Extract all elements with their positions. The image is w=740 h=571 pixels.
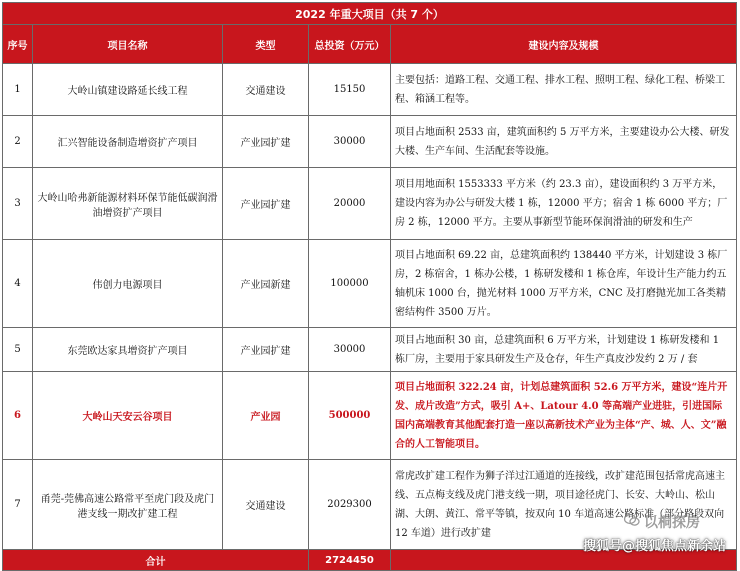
watermark-lower-text: 搜狐号@搜狐焦点新余站 [582,539,726,554]
table-row [3,116,737,168]
row-type: 交通建设 [223,64,309,116]
table-row [3,168,737,240]
header-investment: 总投资（万元） [309,25,391,64]
row-type: 产业园新建 [223,240,309,328]
header-seq: 序号 [3,25,33,64]
row-type: 产业园 [223,372,309,460]
row-content: 主要包括：道路工程、交通工程、排水工程、照明工程、绿化工程、桥梁工程、箱涵工程等。 [391,64,737,116]
row-project-name: 大岭山天安云谷项目 [33,372,223,460]
header-content: 建设内容及规模 [391,25,737,64]
row-content: 项目占地面积 30 亩，总建筑面积 6 万平方米，计划建设 1 栋研发楼和 1 栋厂房，主要用于家具研发生产及仓存，年生产真皮沙发约 2 万 / 套 [391,328,737,372]
table-row-highlighted [3,372,737,460]
total-label: 合计 [3,550,309,571]
row-seq: 7 [3,460,33,550]
row-content: 项目占地面积 69.22 亩，总建筑面积约 138440 平方米，计划建设 3 栋厂房，2 栋宿舍，1 栋办公楼，1 栋研发楼和 1 栋仓库，年设计生产能力约五轴机床 1000 台，抛光材料 1000 万平方米，CNC 及打磨抛光加工各类精密结构件 3500 万片。 [391,240,737,328]
row-project-name: 大岭山镇建设路延长线工程 [33,64,223,116]
row-type: 产业园扩建 [223,116,309,168]
row-investment: 30000 [309,116,391,168]
table-title-row [3,3,737,25]
row-investment: 2029300 [309,460,391,550]
header-name: 项目名称 [33,25,223,64]
row-content: 项目用地面积 1553333 平方米（约 23.3 亩），建设面积约 3 万平方米，建设内容为办公与研发大楼 1 栋，12000 平方；宿舍 1 栋 6000 平方；厂房 2 栋，12000 平方。主要从事新型节能环保润滑油的研发和生产 [391,168,737,240]
row-seq: 4 [3,240,33,328]
watermark-lower [583,535,726,554]
header-type: 类型 [223,25,309,64]
row-investment: 15150 [309,64,391,116]
row-investment: 100000 [309,240,391,328]
row-seq: 2 [3,116,33,168]
watermark-upper [624,512,700,532]
table-title: 2022 年重大项目（共 7 个） [3,3,737,25]
total-value: 2724450 [309,550,391,571]
row-seq: 5 [3,328,33,372]
wechat-icon [624,513,640,531]
row-project-name: 伟创力电源项目 [33,240,223,328]
row-type: 产业园扩建 [223,168,309,240]
watermark-upper-text: 以桐探房 [644,515,700,531]
table-header-row [3,25,737,64]
major-projects-table [2,2,737,571]
row-content: 项目占地面积 2533 亩，建筑面积约 5 万平方米，主要建设办公大楼、研发大楼、生产车间、生活配套等设施。 [391,116,737,168]
row-seq: 3 [3,168,33,240]
row-investment: 30000 [309,328,391,372]
row-seq: 6 [3,372,33,460]
row-seq: 1 [3,64,33,116]
row-type: 交通建设 [223,460,309,550]
row-content: 项目占地面积 322.24 亩，计划总建筑面积 52.6 万平方米，建设“连片开发、成片改造”方式，吸引 A+、Latour 4.0 等高端产业进驻，引进国际国内高端教育其他配套打造一座以高新技术产业为主体“产、城、人、文”融合的人工智能项目。 [391,372,737,460]
table-row [3,64,737,116]
row-content: 常虎改扩建工程作为狮子洋过江通道的连接线，改扩建范围包括常虎高速主线、五点梅支线及虎门港支线一期，项目途径虎门、长安、大岭山、松山湖、大朗、黄江、常平等镇，按双向 10 车道高速公路标准（部分路段双向 12 车道）进行改扩建 [391,460,737,550]
row-investment: 20000 [309,168,391,240]
row-investment: 500000 [309,372,391,460]
row-project-name: 东莞欧达家具增资扩产项目 [33,328,223,372]
table-row [3,240,737,328]
table-row [3,328,737,372]
row-project-name: 大岭山哈弗新能源材料环保节能低碳润滑油增资扩产项目 [33,168,223,240]
row-project-name: 汇兴智能设备制造增资扩产项目 [33,116,223,168]
row-type: 产业园扩建 [223,328,309,372]
row-project-name: 甬莞-莞佛高速公路常平至虎门段及虎门港支线一期改扩建工程 [33,460,223,550]
